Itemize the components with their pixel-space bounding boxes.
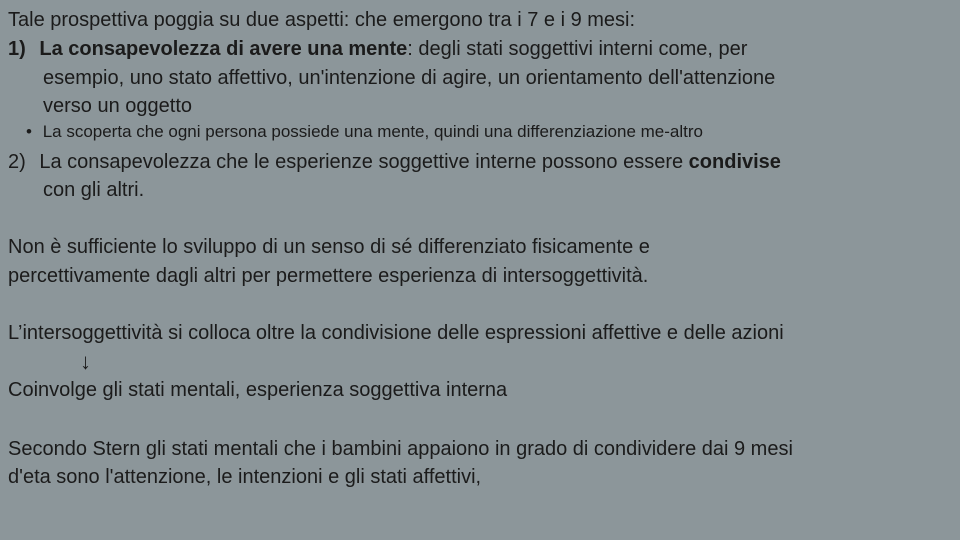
paragraph-1-line-1: Non è sufficiente lo sviluppo di un senso di sé differenziato fisicamente e (8, 236, 650, 258)
list-item-1-bold-text: La consapevolezza di avere una mente (39, 38, 408, 60)
list-item-1-line-3: verso un oggetto (43, 95, 192, 117)
list-item-1-line-2: esempio, uno stato affettivo, un'intenzione di agire, un orientamento dell'attenzione (43, 67, 776, 89)
list-item-2 (8, 150, 781, 174)
list-item-1 (8, 37, 747, 61)
sub-bullet-item (26, 122, 703, 142)
intro-text: Tale prospettiva poggia su due aspetti: che emergono tra i 7 e i 9 mesi: (8, 9, 636, 31)
sub-bullet-text: La scoperta che ogni persona possiede una mente, quindi una differenziazione me-altro (42, 122, 703, 141)
list-item-2-line-2: con gli altri. (43, 179, 145, 201)
paragraph-2-line-1: L’intersoggettività si colloca oltre la condivisione delle espressioni affettive e delle azioni (8, 322, 784, 344)
list-item-2-number: 2) (8, 151, 26, 173)
bullet-icon: • (26, 122, 32, 141)
list-item-2-bold-text: condivise (688, 151, 781, 173)
paragraph-3-line-1: Secondo Stern gli stati mentali che i bambini appaiono in grado di condividere dai 9 mesi (8, 438, 793, 460)
list-item-2-text: La consapevolezza che le esperienze soggettive interne possono essere (39, 151, 689, 173)
list-item-1-rest-text: : degli stati soggettivi interni come, per (407, 38, 748, 60)
paragraph-3-line-2: d'eta sono l'attenzione, le intenzioni e gli stati affettivi, (8, 466, 482, 488)
list-item-1-number: 1) (8, 38, 26, 60)
paragraph-1-line-2: percettivamente dagli altri per permettere esperienza di intersoggettività. (8, 265, 649, 287)
down-arrow-icon: ↓ (80, 349, 91, 374)
paragraph-2-line-2: Coinvolge gli stati mentali, esperienza soggettiva interna (8, 379, 508, 401)
